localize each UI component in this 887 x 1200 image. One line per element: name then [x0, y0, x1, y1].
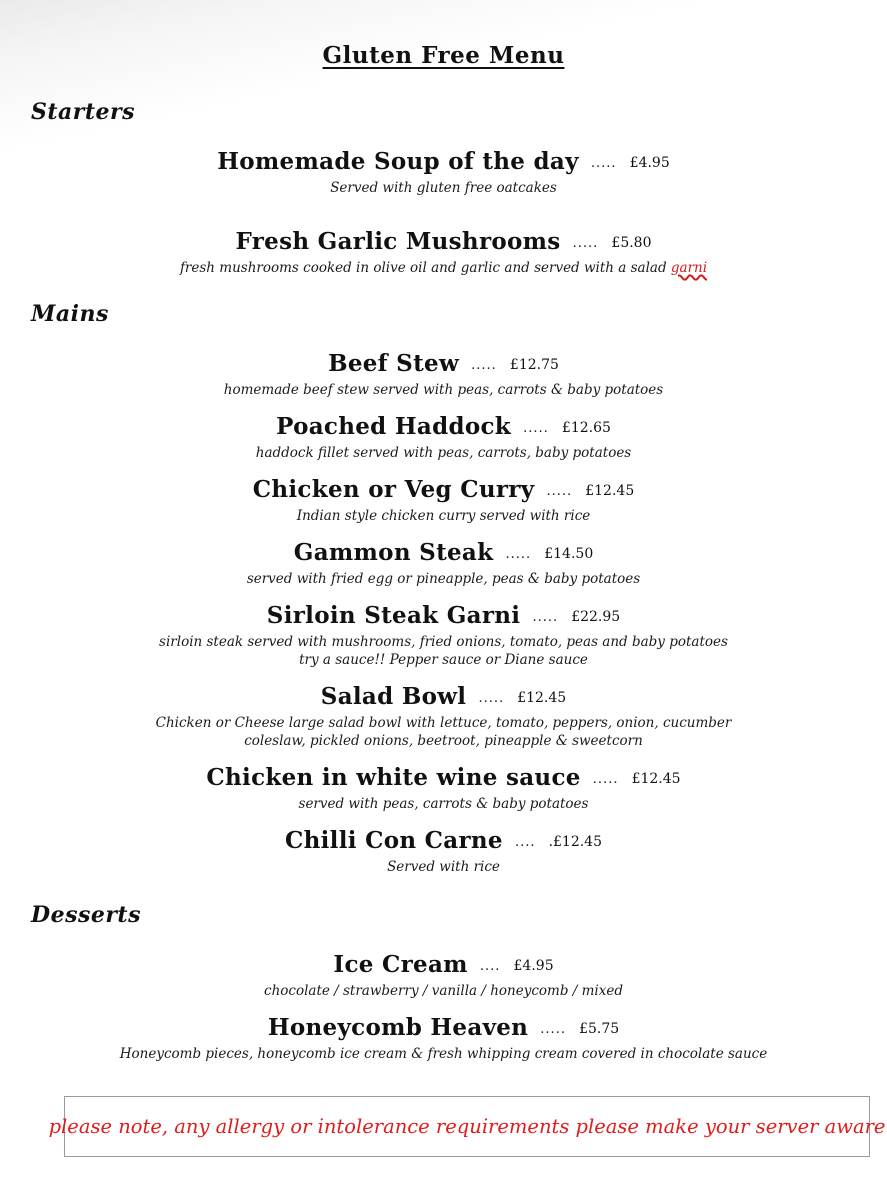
item-name: Gammon Steak [293, 539, 494, 566]
item-name: Chicken or Veg Curry [252, 476, 535, 503]
item-price: £12.65 [561, 420, 611, 436]
item-name: Fresh Garlic Mushrooms [235, 228, 561, 255]
item-price: £12.45 [517, 690, 567, 706]
item-description: haddock fillet served with peas, carrots, baby potatoes [255, 445, 632, 461]
section-heading-mains: Mains [31, 301, 109, 327]
item-description: Served with rice [387, 859, 500, 875]
price-leader-dots: ..... [592, 772, 619, 787]
menu-item-chicken-veg-curry [0, 475, 887, 525]
section-heading-desserts: Desserts [31, 902, 141, 928]
menu-item-poached-haddock [0, 412, 887, 462]
price-leader-dots: ..... [478, 691, 505, 706]
price-leader-dots: ..... [532, 610, 559, 625]
menu-item-beef-stew [0, 349, 887, 399]
price-leader-dots: .... [514, 835, 536, 850]
item-description-line2: try a sauce!! Pepper sauce or Diane sauce [299, 652, 588, 668]
item-title-line [0, 950, 887, 982]
item-title-line [0, 227, 887, 259]
item-price: £14.50 [544, 546, 594, 562]
menu-item-honeycomb-heaven [0, 1013, 887, 1063]
item-description: served with peas, carrots & baby potatoes [298, 796, 589, 812]
page-title: Gluten Free Menu [322, 42, 565, 69]
red-annotation-garni: garni [670, 260, 708, 276]
allergy-notice-text: please note, any allergy or intolerance requirements please make your server aware [48, 1115, 886, 1138]
item-price: £12.75 [509, 357, 559, 373]
item-description: homemade beef stew served with peas, carrots & baby potatoes [223, 382, 664, 398]
section-heading-starters: Starters [31, 99, 136, 125]
menu-item-garlic-mushrooms [0, 227, 887, 277]
item-price: £5.75 [579, 1021, 620, 1037]
item-name: Poached Haddock [276, 413, 512, 440]
item-description-line2: coleslaw, pickled onions, beetroot, pineapple & sweetcorn [244, 733, 643, 749]
menu-item-chilli-con-carne [0, 826, 887, 876]
price-leader-dots: .... [479, 959, 501, 974]
item-description: Indian style chicken curry served with rice [296, 508, 591, 524]
price-leader-dots: ..... [471, 358, 497, 373]
item-description: Honeycomb pieces, honeycomb ice cream & fresh whipping cream covered in chocolate sauce [119, 1046, 768, 1062]
item-price: £4.95 [513, 958, 554, 974]
item-title-line [0, 475, 887, 507]
desserts-items [0, 950, 887, 1063]
price-leader-dots: ..... [540, 1022, 566, 1037]
item-description: Served with gluten free oatcakes [330, 180, 557, 196]
item-price: £22.95 [571, 609, 621, 625]
allergy-notice-box [48, 1096, 886, 1157]
item-description: served with fried egg or pineapple, peas & baby potatoes [246, 571, 641, 587]
item-title-line [0, 147, 887, 179]
price-leader-dots: ..... [590, 156, 617, 171]
item-name: Beef Stew [328, 350, 460, 377]
item-description: sirloin steak served with mushrooms, fried onions, tomato, peas and baby potatoes [159, 634, 728, 650]
item-title-line [0, 538, 887, 570]
item-title-line [0, 826, 887, 858]
item-price: £12.45 [585, 483, 635, 499]
menu-item-chicken-white-wine [0, 763, 887, 813]
price-leader-dots: ..... [505, 547, 532, 562]
item-title-line [0, 682, 887, 714]
item-title-line [0, 349, 887, 381]
item-title-line [0, 412, 887, 444]
item-price: £4.95 [629, 155, 670, 171]
menu-item-gammon-steak [0, 538, 887, 588]
item-description: Chicken or Cheese large salad bowl with lettuce, tomato, peppers, onion, cucumber [155, 715, 732, 731]
price-leader-dots: ..... [546, 484, 573, 499]
item-price: £12.45 [631, 771, 681, 787]
item-price: .£12.45 [548, 834, 602, 850]
mains-items [0, 349, 887, 876]
item-name: Homemade Soup of the day [217, 148, 579, 175]
item-name: Ice Cream [333, 951, 468, 978]
item-name: Honeycomb Heaven [267, 1014, 529, 1041]
price-leader-dots: ..... [523, 421, 549, 436]
item-description [0, 259, 887, 277]
item-description: chocolate / strawberry / vanilla / honeycomb / mixed [264, 983, 623, 999]
item-title-line [0, 763, 887, 795]
price-leader-dots: ..... [572, 236, 599, 251]
item-title-line [0, 1013, 887, 1045]
menu-item-sirloin-steak-garni [0, 601, 887, 669]
item-name: Salad Bowl [320, 683, 467, 710]
item-name: Sirloin Steak Garni [266, 602, 521, 629]
item-description-text: fresh mushrooms cooked in olive oil and garlic and served with a salad [179, 260, 671, 276]
menu-item-salad-bowl [0, 682, 887, 750]
menu-item-ice-cream [0, 950, 887, 1000]
menu-item-homemade-soup [0, 147, 887, 197]
item-name: Chicken in white wine sauce [206, 764, 581, 791]
item-price: £5.80 [611, 235, 652, 251]
item-name: Chilli Con Carne [285, 827, 503, 854]
item-title-line [0, 601, 887, 633]
menu-title-wrap [0, 0, 887, 69]
starters-items [0, 147, 887, 277]
